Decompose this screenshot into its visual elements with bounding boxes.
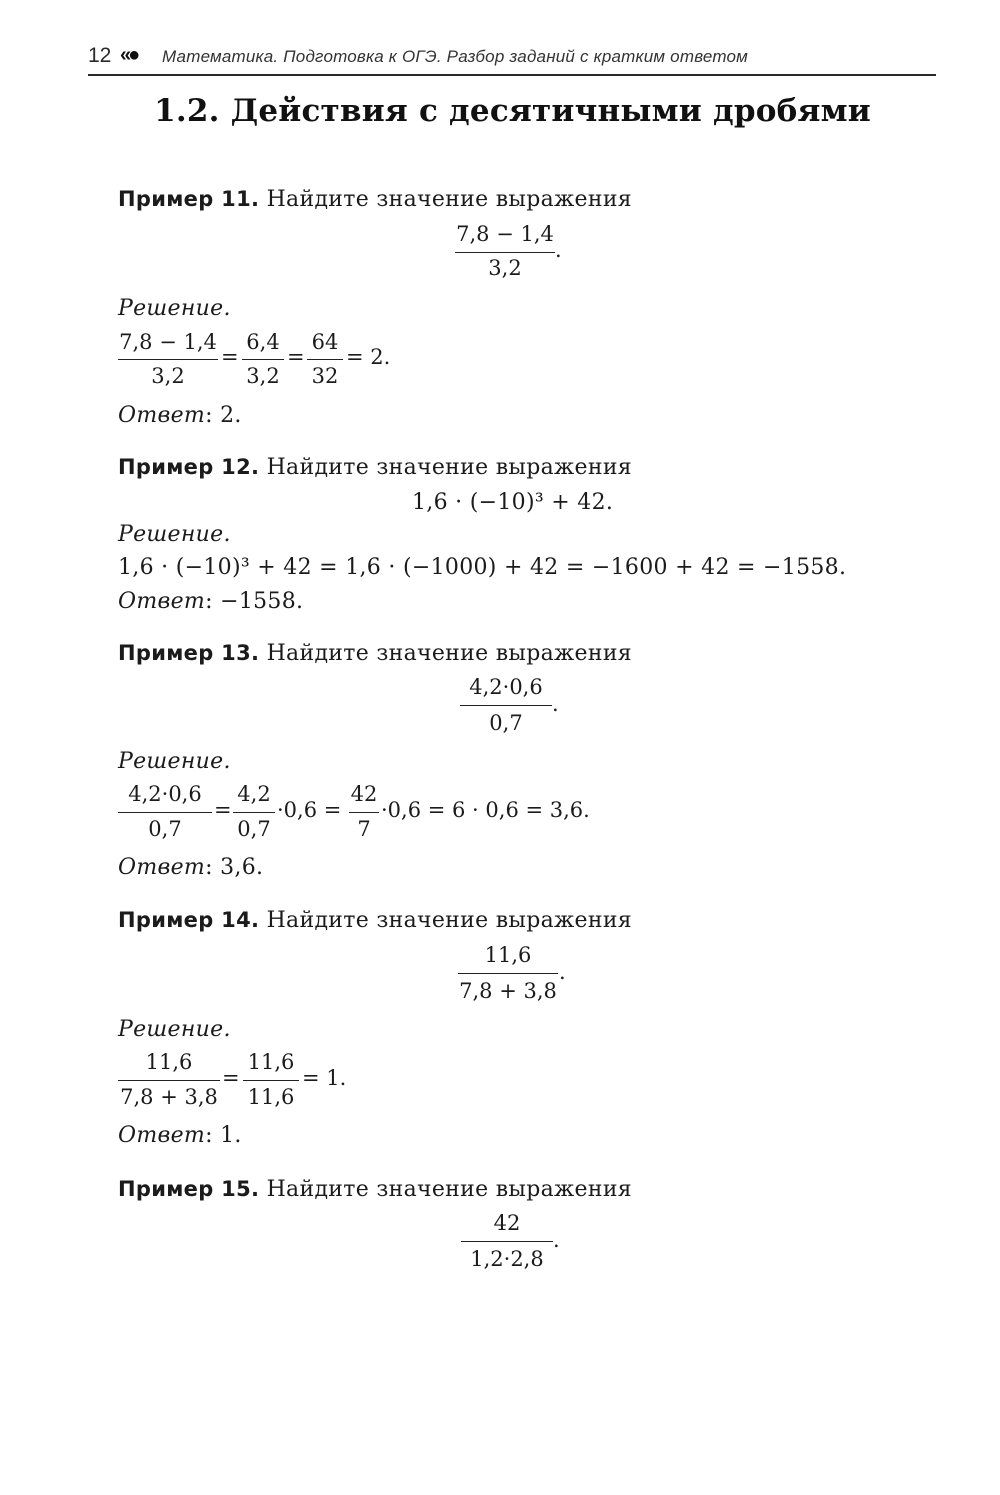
example-15-statement xyxy=(118,1177,632,1202)
task-text: Найдите значение выражения xyxy=(259,908,632,933)
numerator: 11,6 xyxy=(484,943,532,967)
numerator: 4,2·0,6 xyxy=(469,675,543,699)
denominator: 3,2 xyxy=(488,256,522,280)
solution-label: Решение. xyxy=(118,296,231,321)
task-text: Найдите значение выражения xyxy=(259,641,632,666)
example-label: Пример 14. xyxy=(118,908,260,932)
example-12-expression: 1,6 · (−10)³ + 42. xyxy=(412,490,614,515)
task-text: Найдите значение выражения xyxy=(259,455,632,480)
answer-line: Ответ: 3,6. xyxy=(118,855,264,880)
fraction-bar xyxy=(460,705,552,706)
period: . xyxy=(559,960,566,984)
chapter-marker: «● xyxy=(120,44,138,66)
task-text: Найдите значение выражения xyxy=(259,187,632,212)
fraction-bar xyxy=(118,1080,220,1081)
denominator: 11,6 xyxy=(247,1085,295,1109)
fraction-bar xyxy=(455,252,555,253)
example-label: Пример 13. xyxy=(118,641,260,665)
answer-line: Ответ: 1. xyxy=(118,1123,242,1148)
example-label: Пример 11. xyxy=(118,187,260,211)
period: . xyxy=(553,1228,560,1252)
equals-sign: = xyxy=(221,345,239,369)
fraction-bar xyxy=(458,973,558,974)
numerator: 42 xyxy=(493,1211,521,1235)
denominator: 3,2 xyxy=(246,364,280,388)
denominator: 7 xyxy=(357,817,371,841)
numerator: 11,6 xyxy=(247,1050,295,1074)
answer-label: Ответ xyxy=(118,403,206,428)
solution-result: = 1. xyxy=(302,1066,347,1090)
example-11-statement xyxy=(118,187,632,212)
denominator: 7,8 + 3,8 xyxy=(459,979,557,1003)
answer-value: 3,6. xyxy=(220,855,264,880)
page-number: 12 xyxy=(88,44,112,67)
denominator: 0,7 xyxy=(237,817,271,841)
equals-sign: = xyxy=(214,798,232,822)
numerator: 64 xyxy=(311,330,339,354)
solution-result: = 2. xyxy=(346,345,391,369)
denominator: 7,8 + 3,8 xyxy=(120,1085,218,1109)
fraction-bar xyxy=(461,1241,553,1242)
fraction-bar xyxy=(242,359,284,360)
answer-label: Ответ xyxy=(118,855,206,880)
running-header xyxy=(88,44,938,80)
denominator: 3,2 xyxy=(151,364,185,388)
period: . xyxy=(555,238,562,262)
answer-label: Ответ xyxy=(118,589,206,614)
section-title: 1.2. Действия с десятичными дробями xyxy=(154,93,871,129)
fraction-bar xyxy=(118,812,212,813)
numerator: 4,2 xyxy=(237,782,271,806)
denominator: 32 xyxy=(311,364,339,388)
running-title: Математика. Подготовка к ОГЭ. Разбор заданий с кратким ответом xyxy=(162,47,749,66)
example-12-statement xyxy=(118,455,632,480)
fraction-bar xyxy=(243,1080,299,1081)
example-label: Пример 15. xyxy=(118,1177,260,1201)
numerator: 6,4 xyxy=(246,330,280,354)
answer-line: Ответ: 2. xyxy=(118,403,242,428)
header-rule xyxy=(88,74,936,76)
equals-sign: = xyxy=(222,1066,240,1090)
answer-label: Ответ xyxy=(118,1123,206,1148)
numerator: 4,2·0,6 xyxy=(128,782,202,806)
answer-value: 1. xyxy=(220,1123,242,1148)
fraction-bar xyxy=(307,359,343,360)
solution-label: Решение. xyxy=(118,1017,231,1042)
numerator: 11,6 xyxy=(145,1050,193,1074)
example-label: Пример 12. xyxy=(118,455,260,479)
solution-result: ·0,6 = 6 · 0,6 = 3,6. xyxy=(381,798,590,822)
example-13-statement xyxy=(118,641,632,666)
denominator: 0,7 xyxy=(489,711,523,735)
example-14-statement xyxy=(118,908,632,933)
fraction-bar xyxy=(118,359,218,360)
numerator: 42 xyxy=(350,782,378,806)
answer-line: Ответ: −1558. xyxy=(118,589,304,614)
numerator: 7,8 − 1,4 xyxy=(119,330,217,354)
task-text: Найдите значение выражения xyxy=(259,1177,632,1202)
fraction-bar xyxy=(233,812,275,813)
denominator: 0,7 xyxy=(148,817,182,841)
equals-sign: = xyxy=(287,345,305,369)
solution-label: Решение. xyxy=(118,749,231,774)
period: . xyxy=(552,692,559,716)
denominator: 1,2·2,8 xyxy=(470,1247,544,1271)
answer-value: −1558. xyxy=(220,589,304,614)
multiplier-text: ·0,6 = xyxy=(277,798,342,822)
fraction-bar xyxy=(349,812,379,813)
numerator: 7,8 − 1,4 xyxy=(456,222,554,246)
solution-label: Решение. xyxy=(118,522,231,547)
answer-value: 2. xyxy=(220,403,242,428)
example-12-solution: 1,6 · (−10)³ + 42 = 1,6 · (−1000) + 42 = −1600 + 42 = −1558. xyxy=(118,555,847,580)
